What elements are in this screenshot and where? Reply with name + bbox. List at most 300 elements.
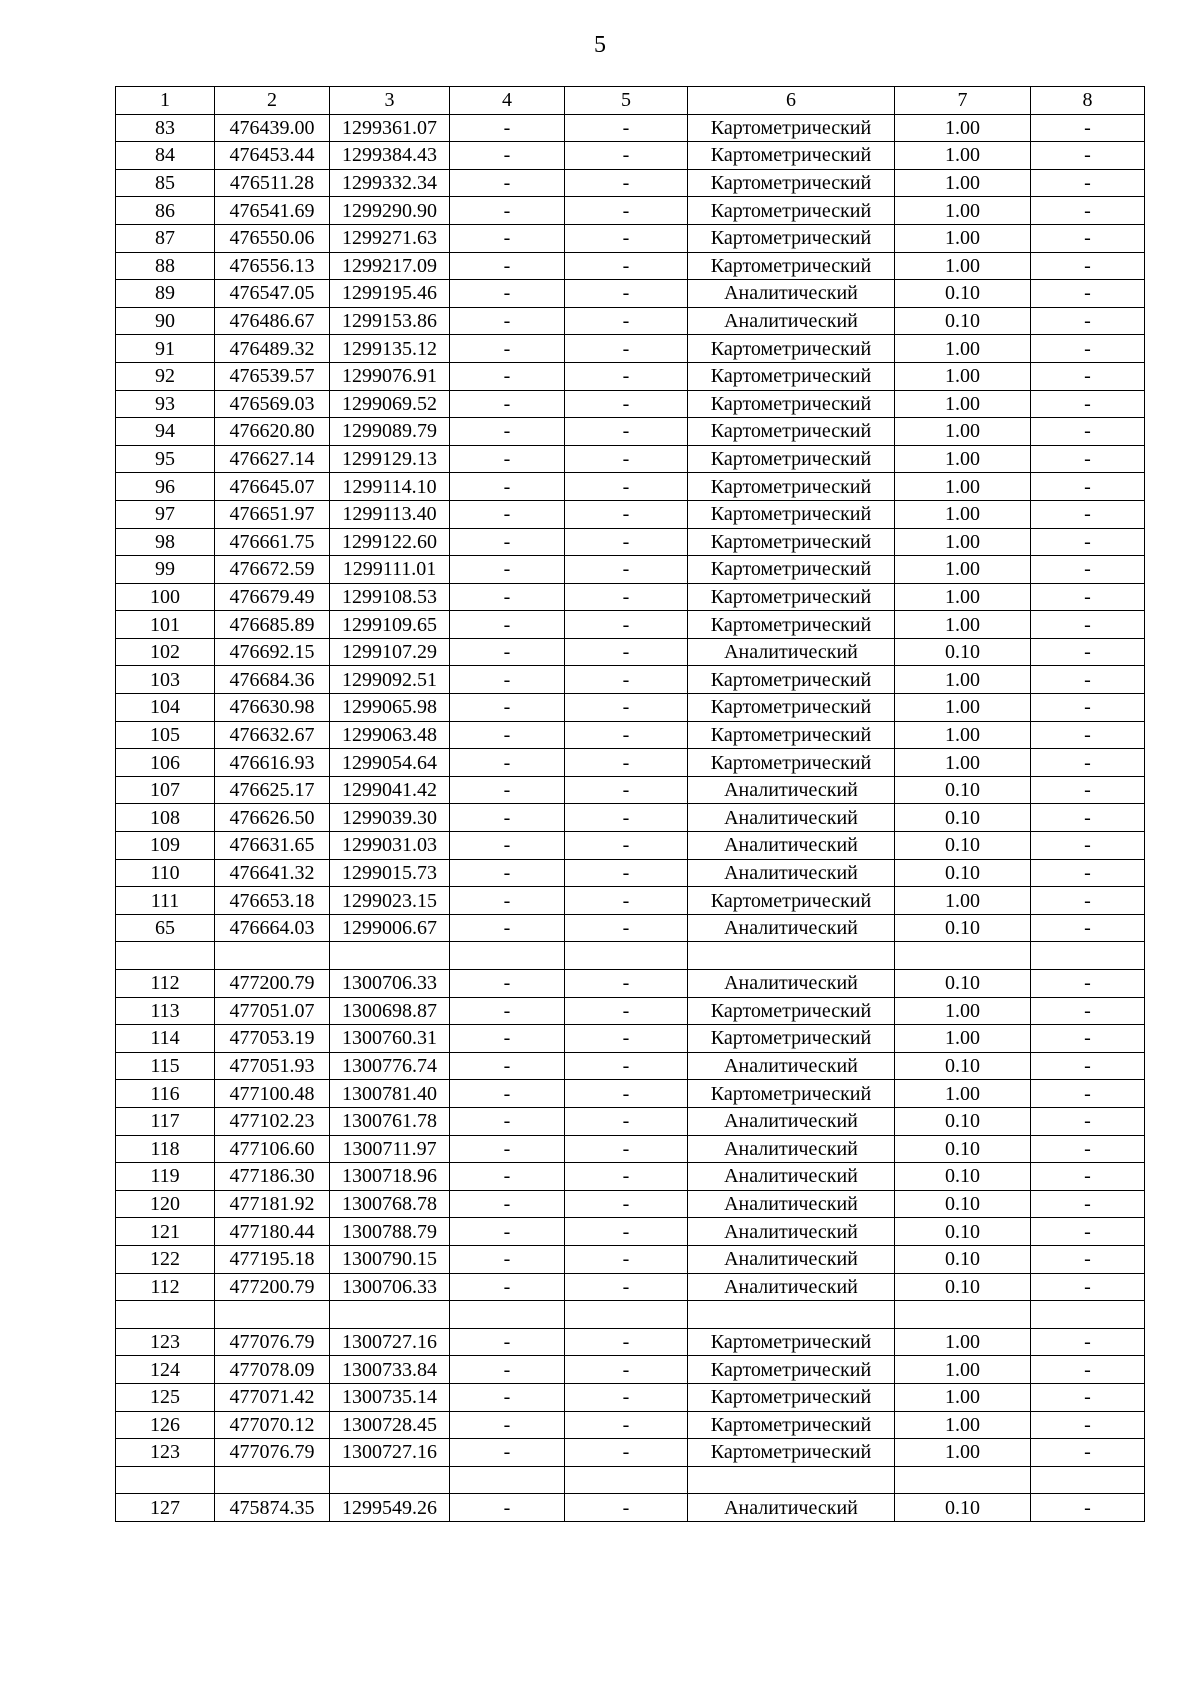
- col4-cell: -: [450, 638, 565, 666]
- point-number-cell: 105: [116, 721, 215, 749]
- table-row: [116, 114, 1145, 142]
- col5-cell: -: [565, 611, 688, 639]
- accuracy-cell: 1.00: [895, 611, 1031, 639]
- y-coordinate-cell: 1300735.14: [330, 1383, 450, 1411]
- col4-cell: -: [450, 1135, 565, 1163]
- col4-cell: -: [450, 1411, 565, 1439]
- accuracy-cell: 1.00: [895, 1080, 1031, 1108]
- col4-cell: -: [450, 997, 565, 1025]
- accuracy-cell: 1.00: [895, 197, 1031, 225]
- table-row: [116, 997, 1145, 1025]
- y-coordinate-cell: 1300761.78: [330, 1107, 450, 1135]
- method-cell: Картометрический: [688, 197, 895, 225]
- y-coordinate-cell: 1299290.90: [330, 197, 450, 225]
- method-cell: Аналитический: [688, 280, 895, 308]
- point-number-cell: 88: [116, 252, 215, 280]
- accuracy-cell: 1.00: [895, 500, 1031, 528]
- col5-cell: -: [565, 997, 688, 1025]
- y-coordinate-cell: 1300760.31: [330, 1025, 450, 1053]
- method-cell: [688, 1301, 895, 1329]
- table-row: [116, 1273, 1145, 1301]
- col8-cell: -: [1031, 1383, 1145, 1411]
- table-row: [116, 776, 1145, 804]
- y-coordinate-cell: 1299092.51: [330, 666, 450, 694]
- col8-cell: -: [1031, 307, 1145, 335]
- table-row: [116, 1301, 1145, 1329]
- table-body: [116, 114, 1145, 1521]
- point-number-cell: 100: [116, 583, 215, 611]
- col4-cell: -: [450, 307, 565, 335]
- x-coordinate-cell: 477200.79: [215, 1273, 330, 1301]
- point-number-cell: 112: [116, 1273, 215, 1301]
- point-number-cell: 121: [116, 1218, 215, 1246]
- point-number-cell: 103: [116, 666, 215, 694]
- x-coordinate-cell: 476539.57: [215, 362, 330, 390]
- method-cell: Картометрический: [688, 142, 895, 170]
- col8-cell: -: [1031, 528, 1145, 556]
- accuracy-cell: 1.00: [895, 1411, 1031, 1439]
- col8-cell: -: [1031, 1080, 1145, 1108]
- method-cell: Картометрический: [688, 666, 895, 694]
- x-coordinate-cell: 476679.49: [215, 583, 330, 611]
- method-cell: Картометрический: [688, 887, 895, 915]
- col8-cell: -: [1031, 390, 1145, 418]
- y-coordinate-cell: 1299015.73: [330, 859, 450, 887]
- accuracy-cell: [895, 942, 1031, 970]
- accuracy-cell: 1.00: [895, 390, 1031, 418]
- table-row: [116, 804, 1145, 832]
- table-row: [116, 362, 1145, 390]
- col8-cell: -: [1031, 1107, 1145, 1135]
- point-number-cell: 125: [116, 1383, 215, 1411]
- point-number-cell: 87: [116, 224, 215, 252]
- col8-cell: -: [1031, 638, 1145, 666]
- col8-cell: -: [1031, 914, 1145, 942]
- accuracy-cell: 0.10: [895, 859, 1031, 887]
- col5-cell: -: [565, 224, 688, 252]
- accuracy-cell: 0.10: [895, 1107, 1031, 1135]
- col8-cell: -: [1031, 280, 1145, 308]
- x-coordinate-cell: 476630.98: [215, 694, 330, 722]
- col4-cell: -: [450, 224, 565, 252]
- col4-cell: -: [450, 197, 565, 225]
- col8-cell: -: [1031, 224, 1145, 252]
- accuracy-cell: 1.00: [895, 252, 1031, 280]
- point-number-cell: 119: [116, 1163, 215, 1191]
- page-number: 5: [594, 32, 606, 58]
- col8-cell: -: [1031, 169, 1145, 197]
- col8-cell: -: [1031, 445, 1145, 473]
- y-coordinate-cell: [330, 1301, 450, 1329]
- method-cell: Аналитический: [688, 1245, 895, 1273]
- method-cell: Картометрический: [688, 1328, 895, 1356]
- accuracy-cell: 0.10: [895, 1273, 1031, 1301]
- col4-cell: -: [450, 445, 565, 473]
- accuracy-cell: 1.00: [895, 1328, 1031, 1356]
- accuracy-cell: [895, 1466, 1031, 1494]
- col5-cell: [565, 1301, 688, 1329]
- method-cell: Картометрический: [688, 418, 895, 446]
- x-coordinate-cell: 476556.13: [215, 252, 330, 280]
- point-number-cell: 110: [116, 859, 215, 887]
- table-row: [116, 638, 1145, 666]
- y-coordinate-cell: 1299122.60: [330, 528, 450, 556]
- col8-cell: -: [1031, 776, 1145, 804]
- col8-cell: -: [1031, 1328, 1145, 1356]
- table-row: [116, 887, 1145, 915]
- y-coordinate-cell: 1299549.26: [330, 1494, 450, 1522]
- col5-cell: -: [565, 638, 688, 666]
- y-coordinate-cell: [330, 942, 450, 970]
- col5-cell: -: [565, 1107, 688, 1135]
- point-number-cell: 114: [116, 1025, 215, 1053]
- col8-cell: -: [1031, 1190, 1145, 1218]
- accuracy-cell: 0.10: [895, 307, 1031, 335]
- col5-cell: -: [565, 556, 688, 584]
- x-coordinate-cell: 476439.00: [215, 114, 330, 142]
- point-number-cell: 123: [116, 1439, 215, 1467]
- col5-cell: -: [565, 1494, 688, 1522]
- col8-cell: -: [1031, 473, 1145, 501]
- col4-cell: -: [450, 804, 565, 832]
- y-coordinate-cell: 1299195.46: [330, 280, 450, 308]
- col4-cell: -: [450, 1494, 565, 1522]
- point-number-cell: 96: [116, 473, 215, 501]
- point-number-cell: 109: [116, 832, 215, 860]
- y-coordinate-cell: 1300768.78: [330, 1190, 450, 1218]
- table-row: [116, 859, 1145, 887]
- accuracy-cell: 1.00: [895, 1383, 1031, 1411]
- table-row: [116, 1411, 1145, 1439]
- y-coordinate-cell: 1300727.16: [330, 1439, 450, 1467]
- accuracy-cell: 1.00: [895, 362, 1031, 390]
- y-coordinate-cell: 1300711.97: [330, 1135, 450, 1163]
- method-cell: Аналитический: [688, 1107, 895, 1135]
- accuracy-cell: 1.00: [895, 169, 1031, 197]
- method-cell: Картометрический: [688, 694, 895, 722]
- y-coordinate-cell: 1299111.01: [330, 556, 450, 584]
- x-coordinate-cell: 476645.07: [215, 473, 330, 501]
- y-coordinate-cell: 1300698.87: [330, 997, 450, 1025]
- table-row: [116, 1107, 1145, 1135]
- col5-cell: -: [565, 1356, 688, 1384]
- col4-cell: -: [450, 390, 565, 418]
- col4-cell: -: [450, 418, 565, 446]
- method-cell: Аналитический: [688, 307, 895, 335]
- x-coordinate-cell: [215, 1301, 330, 1329]
- col4-cell: -: [450, 1328, 565, 1356]
- col8-cell: -: [1031, 1494, 1145, 1522]
- col8-cell: [1031, 1466, 1145, 1494]
- y-coordinate-cell: 1299271.63: [330, 224, 450, 252]
- col8-cell: -: [1031, 252, 1145, 280]
- col4-cell: -: [450, 887, 565, 915]
- col4-cell: -: [450, 749, 565, 777]
- accuracy-cell: 1.00: [895, 1025, 1031, 1053]
- col5-cell: -: [565, 114, 688, 142]
- table-row: [116, 390, 1145, 418]
- y-coordinate-cell: 1300728.45: [330, 1411, 450, 1439]
- table-row: [116, 611, 1145, 639]
- y-coordinate-cell: 1299076.91: [330, 362, 450, 390]
- col4-cell: -: [450, 583, 565, 611]
- method-cell: Картометрический: [688, 556, 895, 584]
- method-cell: Аналитический: [688, 1494, 895, 1522]
- x-coordinate-cell: 477181.92: [215, 1190, 330, 1218]
- col5-cell: -: [565, 500, 688, 528]
- method-cell: Картометрический: [688, 445, 895, 473]
- table-row: [116, 169, 1145, 197]
- accuracy-cell: 0.10: [895, 638, 1031, 666]
- table-row: [116, 749, 1145, 777]
- col8-cell: -: [1031, 1245, 1145, 1273]
- point-number-cell: [116, 1466, 215, 1494]
- col5-cell: -: [565, 307, 688, 335]
- point-number-cell: 112: [116, 970, 215, 998]
- y-coordinate-cell: 1299217.09: [330, 252, 450, 280]
- table-row: [116, 1163, 1145, 1191]
- col5-cell: -: [565, 776, 688, 804]
- y-coordinate-cell: 1299384.43: [330, 142, 450, 170]
- col5-cell: -: [565, 1411, 688, 1439]
- col5-cell: -: [565, 252, 688, 280]
- table-row: [116, 473, 1145, 501]
- y-coordinate-cell: 1299041.42: [330, 776, 450, 804]
- table-row: [116, 418, 1145, 446]
- col4-cell: -: [450, 1245, 565, 1273]
- col8-cell: -: [1031, 721, 1145, 749]
- x-coordinate-cell: 477051.07: [215, 997, 330, 1025]
- y-coordinate-cell: 1299113.40: [330, 500, 450, 528]
- x-coordinate-cell: 477102.23: [215, 1107, 330, 1135]
- method-cell: Картометрический: [688, 500, 895, 528]
- x-coordinate-cell: 476547.05: [215, 280, 330, 308]
- table-row: [116, 280, 1145, 308]
- accuracy-cell: 0.10: [895, 1218, 1031, 1246]
- col5-cell: -: [565, 1080, 688, 1108]
- col4-cell: -: [450, 335, 565, 363]
- accuracy-cell: 1.00: [895, 114, 1031, 142]
- x-coordinate-cell: 476541.69: [215, 197, 330, 225]
- method-cell: Аналитический: [688, 914, 895, 942]
- col8-cell: -: [1031, 583, 1145, 611]
- point-number-cell: 120: [116, 1190, 215, 1218]
- col5-cell: -: [565, 418, 688, 446]
- col5-cell: -: [565, 832, 688, 860]
- col4-cell: -: [450, 1163, 565, 1191]
- table-row: [116, 142, 1145, 170]
- x-coordinate-cell: 477051.93: [215, 1052, 330, 1080]
- col5-cell: [565, 942, 688, 970]
- x-coordinate-cell: 476511.28: [215, 169, 330, 197]
- table-row: [116, 1439, 1145, 1467]
- col8-cell: -: [1031, 749, 1145, 777]
- method-cell: Аналитический: [688, 859, 895, 887]
- method-cell: Картометрический: [688, 224, 895, 252]
- point-number-cell: 107: [116, 776, 215, 804]
- x-coordinate-cell: 477195.18: [215, 1245, 330, 1273]
- col4-cell: -: [450, 1356, 565, 1384]
- method-cell: Аналитический: [688, 776, 895, 804]
- y-coordinate-cell: 1300776.74: [330, 1052, 450, 1080]
- method-cell: Картометрический: [688, 390, 895, 418]
- accuracy-cell: 0.10: [895, 1245, 1031, 1273]
- col8-cell: -: [1031, 1163, 1145, 1191]
- table-row: [116, 307, 1145, 335]
- table-row: [116, 197, 1145, 225]
- col8-cell: -: [1031, 114, 1145, 142]
- method-cell: Картометрический: [688, 1356, 895, 1384]
- x-coordinate-cell: 476651.97: [215, 500, 330, 528]
- y-coordinate-cell: 1299006.67: [330, 914, 450, 942]
- col5-cell: -: [565, 1383, 688, 1411]
- x-coordinate-cell: 476616.93: [215, 749, 330, 777]
- x-coordinate-cell: 476632.67: [215, 721, 330, 749]
- col4-cell: -: [450, 280, 565, 308]
- col5-cell: -: [565, 1025, 688, 1053]
- header-cell: 8: [1031, 87, 1145, 115]
- method-cell: Картометрический: [688, 611, 895, 639]
- col4-cell: -: [450, 1025, 565, 1053]
- point-number-cell: 127: [116, 1494, 215, 1522]
- table-row: [116, 1135, 1145, 1163]
- x-coordinate-cell: 477186.30: [215, 1163, 330, 1191]
- accuracy-cell: 1.00: [895, 418, 1031, 446]
- point-number-cell: 111: [116, 887, 215, 915]
- method-cell: Аналитический: [688, 1273, 895, 1301]
- col5-cell: -: [565, 666, 688, 694]
- table-row: [116, 694, 1145, 722]
- table-row: [116, 1356, 1145, 1384]
- col4-cell: -: [450, 362, 565, 390]
- col5-cell: -: [565, 970, 688, 998]
- table-row: [116, 335, 1145, 363]
- x-coordinate-cell: 476453.44: [215, 142, 330, 170]
- col4-cell: -: [450, 473, 565, 501]
- y-coordinate-cell: 1300781.40: [330, 1080, 450, 1108]
- col5-cell: -: [565, 887, 688, 915]
- table-row: [116, 1466, 1145, 1494]
- y-coordinate-cell: 1299069.52: [330, 390, 450, 418]
- x-coordinate-cell: 476550.06: [215, 224, 330, 252]
- table-row: [116, 1080, 1145, 1108]
- x-coordinate-cell: 476692.15: [215, 638, 330, 666]
- col4-cell: -: [450, 556, 565, 584]
- x-coordinate-cell: 476631.65: [215, 832, 330, 860]
- accuracy-cell: 0.10: [895, 914, 1031, 942]
- point-number-cell: 95: [116, 445, 215, 473]
- col4-cell: -: [450, 970, 565, 998]
- col5-cell: -: [565, 721, 688, 749]
- col5-cell: -: [565, 528, 688, 556]
- col5-cell: [565, 1466, 688, 1494]
- col8-cell: -: [1031, 970, 1145, 998]
- col8-cell: -: [1031, 335, 1145, 363]
- accuracy-cell: 1.00: [895, 224, 1031, 252]
- col4-cell: -: [450, 914, 565, 942]
- col4-cell: -: [450, 1273, 565, 1301]
- accuracy-cell: 1.00: [895, 583, 1031, 611]
- col4-cell: -: [450, 1080, 565, 1108]
- point-number-cell: 98: [116, 528, 215, 556]
- point-number-cell: 97: [116, 500, 215, 528]
- y-coordinate-cell: 1300733.84: [330, 1356, 450, 1384]
- col5-cell: -: [565, 1190, 688, 1218]
- header-cell: 4: [450, 87, 565, 115]
- x-coordinate-cell: 476626.50: [215, 804, 330, 832]
- method-cell: Аналитический: [688, 638, 895, 666]
- col4-cell: -: [450, 169, 565, 197]
- y-coordinate-cell: 1299114.10: [330, 473, 450, 501]
- table-row: [116, 970, 1145, 998]
- y-coordinate-cell: 1299361.07: [330, 114, 450, 142]
- col5-cell: -: [565, 1328, 688, 1356]
- point-number-cell: 84: [116, 142, 215, 170]
- accuracy-cell: 1.00: [895, 1356, 1031, 1384]
- header-cell: 1: [116, 87, 215, 115]
- y-coordinate-cell: 1299065.98: [330, 694, 450, 722]
- point-number-cell: 116: [116, 1080, 215, 1108]
- method-cell: Картометрический: [688, 335, 895, 363]
- point-number-cell: 124: [116, 1356, 215, 1384]
- y-coordinate-cell: 1300706.33: [330, 1273, 450, 1301]
- col8-cell: -: [1031, 887, 1145, 915]
- col5-cell: -: [565, 859, 688, 887]
- col8-cell: -: [1031, 1439, 1145, 1467]
- col4-cell: -: [450, 611, 565, 639]
- table-row: [116, 224, 1145, 252]
- point-number-cell: 83: [116, 114, 215, 142]
- y-coordinate-cell: 1300718.96: [330, 1163, 450, 1191]
- table-row: [116, 445, 1145, 473]
- table-row: [116, 1025, 1145, 1053]
- col4-cell: -: [450, 832, 565, 860]
- header-cell: 7: [895, 87, 1031, 115]
- point-number-cell: 90: [116, 307, 215, 335]
- method-cell: Картометрический: [688, 749, 895, 777]
- col8-cell: -: [1031, 997, 1145, 1025]
- table-row: [116, 1383, 1145, 1411]
- accuracy-cell: 1.00: [895, 1439, 1031, 1467]
- col5-cell: -: [565, 1052, 688, 1080]
- y-coordinate-cell: 1299089.79: [330, 418, 450, 446]
- col4-cell: [450, 1301, 565, 1329]
- x-coordinate-cell: 476489.32: [215, 335, 330, 363]
- col8-cell: -: [1031, 197, 1145, 225]
- accuracy-cell: 0.10: [895, 1052, 1031, 1080]
- table-row: [116, 721, 1145, 749]
- col5-cell: -: [565, 445, 688, 473]
- point-number-cell: 113: [116, 997, 215, 1025]
- table-row: [116, 556, 1145, 584]
- col4-cell: -: [450, 1383, 565, 1411]
- method-cell: Картометрический: [688, 473, 895, 501]
- method-cell: Аналитический: [688, 1135, 895, 1163]
- table-row: [116, 832, 1145, 860]
- method-cell: Картометрический: [688, 997, 895, 1025]
- method-cell: Аналитический: [688, 1163, 895, 1191]
- method-cell: Картометрический: [688, 528, 895, 556]
- col8-cell: -: [1031, 804, 1145, 832]
- col5-cell: -: [565, 1245, 688, 1273]
- col8-cell: -: [1031, 666, 1145, 694]
- col8-cell: -: [1031, 859, 1145, 887]
- x-coordinate-cell: 476569.03: [215, 390, 330, 418]
- table-row: [116, 583, 1145, 611]
- point-number-cell: 104: [116, 694, 215, 722]
- col4-cell: -: [450, 114, 565, 142]
- col5-cell: -: [565, 197, 688, 225]
